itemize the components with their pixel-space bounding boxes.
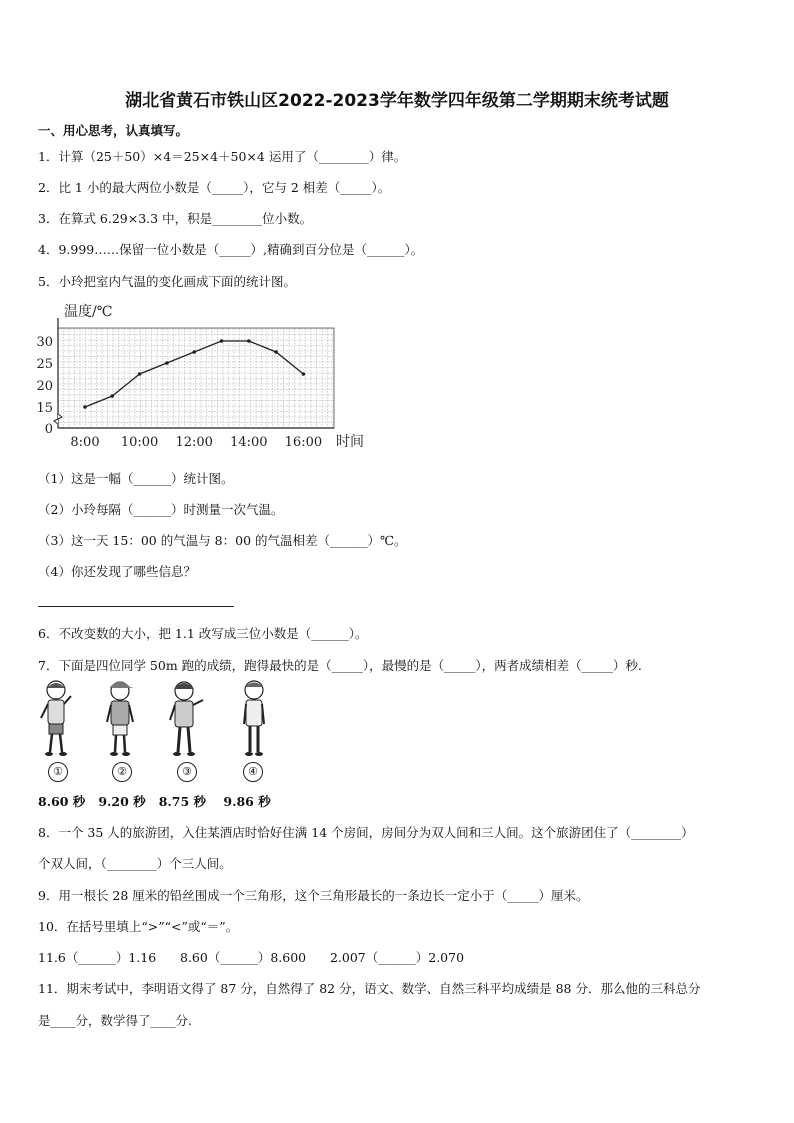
student-times: 8.60 秒 9.20 秒 8.75 秒 9.86 秒 bbox=[38, 794, 271, 809]
data-point bbox=[274, 350, 278, 354]
question-1: 1．计算（25＋50）×4＝25×4＋50×4 运用了（________）律。 bbox=[38, 149, 407, 164]
question-6: 6．不改变数的大小，把 1.1 改写成三位小数是（______）。 bbox=[38, 626, 368, 641]
question-5: 5．小玲把室内气温的变化画成下面的统计图。 bbox=[38, 274, 296, 289]
axis-break bbox=[54, 414, 62, 424]
answer-line bbox=[38, 606, 234, 607]
question-10: 10．在括号里填上“>”“<”或“＝”。 bbox=[38, 919, 239, 934]
student-3-figure bbox=[166, 678, 206, 758]
page-title: 湖北省黄石市铁山区2022-2023学年数学四年级第二学期期末统考试题 bbox=[125, 91, 669, 111]
student-1-label: ① bbox=[48, 762, 68, 782]
data-point bbox=[192, 350, 196, 354]
question-3: 3．在算式 6.29×3.3 中，积是________位小数。 bbox=[38, 211, 313, 226]
student-4-label: ④ bbox=[243, 762, 263, 782]
question-5-1: （1）这是一幅（______）统计图。 bbox=[38, 471, 234, 486]
data-point bbox=[165, 361, 169, 365]
question-8-line-2: 个双人间，（________）个三人间。 bbox=[38, 856, 232, 871]
data-point bbox=[247, 339, 251, 343]
question-5-3: （3）这一天 15：00 的气温与 8：00 的气温相差（______）℃。 bbox=[38, 533, 407, 548]
x-tick-label: 10:00 bbox=[120, 435, 159, 450]
data-point bbox=[111, 394, 115, 398]
temperature-line-chart bbox=[36, 298, 376, 454]
plot-border bbox=[58, 328, 334, 428]
x-tick-label: 8:00 bbox=[70, 435, 100, 450]
student-2-label: ② bbox=[112, 762, 132, 782]
data-point bbox=[83, 405, 87, 409]
question-4: 4．9.999……保留一位小数是（_____）,精确到百分位是（______）。 bbox=[38, 242, 424, 257]
student-4-figure bbox=[236, 678, 272, 758]
question-2: 2．比 1 小的最大两位小数是（_____），它与 2 相差（_____）。 bbox=[38, 180, 391, 195]
student-1-figure bbox=[38, 678, 74, 758]
y-tick-label: 15 bbox=[36, 401, 53, 416]
question-5-4: （4）你还发现了哪些信息？ bbox=[38, 564, 196, 579]
question-5-2: （2）小玲每隔（______）时测量一次气温。 bbox=[38, 502, 284, 517]
x-axis-label: 时间 bbox=[336, 434, 364, 450]
x-tick-label: 16:00 bbox=[284, 435, 323, 450]
y-axis-label: 温度/℃ bbox=[64, 304, 113, 320]
x-tick-label: 14:00 bbox=[230, 435, 268, 450]
data-point bbox=[302, 372, 306, 376]
section-heading: 一、用心思考，认真填写。 bbox=[38, 123, 189, 138]
y-tick-label: 25 bbox=[36, 357, 53, 372]
student-3-label: ③ bbox=[177, 762, 197, 782]
question-8-line-1: 8．一个 35 人的旅游团，入住某酒店时恰好住满 14 个房间，房间分为双人间和三人间。这个旅游团住了（________） bbox=[38, 825, 694, 840]
y-tick-label: 20 bbox=[36, 379, 53, 394]
student-2-figure bbox=[102, 678, 138, 758]
data-point bbox=[138, 372, 142, 376]
question-7: 7．下面是四位同学 50m 跑的成绩，跑得最快的是（_____），最慢的是（_____），两者成绩相差（_____）秒. bbox=[38, 658, 642, 673]
question-10-items: 11.6（______）1.16 8.60（______）8.600 2.007（______）2.070 bbox=[38, 950, 465, 965]
question-11-line-2: 是____分，数学得了____分. bbox=[38, 1013, 192, 1028]
y-tick-label: 0 bbox=[44, 422, 53, 437]
x-tick-label: 12:00 bbox=[175, 435, 213, 450]
question-9: 9．用一根长 28 厘米的铅丝围成一个三角形，这个三角形最长的一条边长一定小于（_____）厘米。 bbox=[38, 888, 589, 903]
data-point bbox=[220, 339, 224, 343]
y-tick-label: 30 bbox=[36, 335, 53, 350]
question-11-line-1: 11．期末考试中，李明语文得了 87 分，自然得了 82 分，语文、数学、自然三科平均成绩是 88 分．那么他的三科总分 bbox=[38, 981, 701, 996]
